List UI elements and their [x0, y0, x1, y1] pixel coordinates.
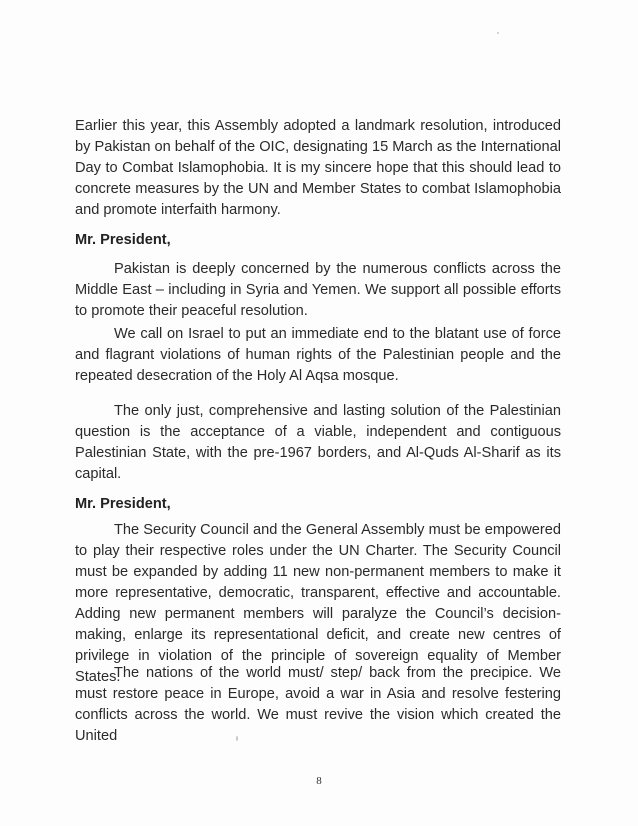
- scan-speck: [497, 32, 499, 34]
- heading-mr-president-1: Mr. President,: [75, 232, 171, 248]
- paragraph-islamophobia-resolution: Earlier this year, this Assembly adopted a landmark resolution, introduced by Pakistan on behalf of the OIC, designating 15 March as the International Day to Combat Islamophobia. It is my sincere hope that this should lead to concrete measures by the UN and Member States to combat Islamophobia and promote interfaith harmony.: [75, 118, 561, 218]
- paragraph-palestinian-state: The only just, comprehensive and lasting solution of the Palestinian question is the acceptance of a viable, independent and contiguous Palestinian State, with the pre-1967 borders, and Al-Quds Al-Sharif as its capital.: [75, 403, 561, 482]
- page-number: 8: [316, 775, 322, 787]
- paragraph-nations-of-the-world: The nations of the world must/ step/ back from the precipice. We must restore peace in Europe, avoid a war in Asia and resolve festering conflicts across the world. We must revive the vision which created the United: [75, 665, 561, 744]
- heading-mr-president-2: Mr. President,: [75, 496, 171, 512]
- paragraph-middle-east-conflicts: Pakistan is deeply concerned by the numerous conflicts across the Middle East – including in Syria and Yemen. We support all possible efforts to promote their peaceful resolution.: [75, 261, 561, 319]
- paragraph-security-council-reform: The Security Council and the General Assembly must be empowered to play their respective roles under the UN Charter. The Security Council must be expanded by adding 11 new non-permanent members to make it more representative, democratic, transparent, effective and accountable. Adding new permanent members will paralyze the Council’s decision-making, enlarge its representational deficit, and create new centres of privilege in violation of the principle of sovereign equality of Member States.: [75, 522, 561, 685]
- paragraph-israel-palestine: We call on Israel to put an immediate end to the blatant use of force and flagrant violations of human rights of the Palestinian people and the repeated desecration of the Holy Al Aqsa mosque.: [75, 326, 561, 384]
- scan-speck: [236, 736, 238, 741]
